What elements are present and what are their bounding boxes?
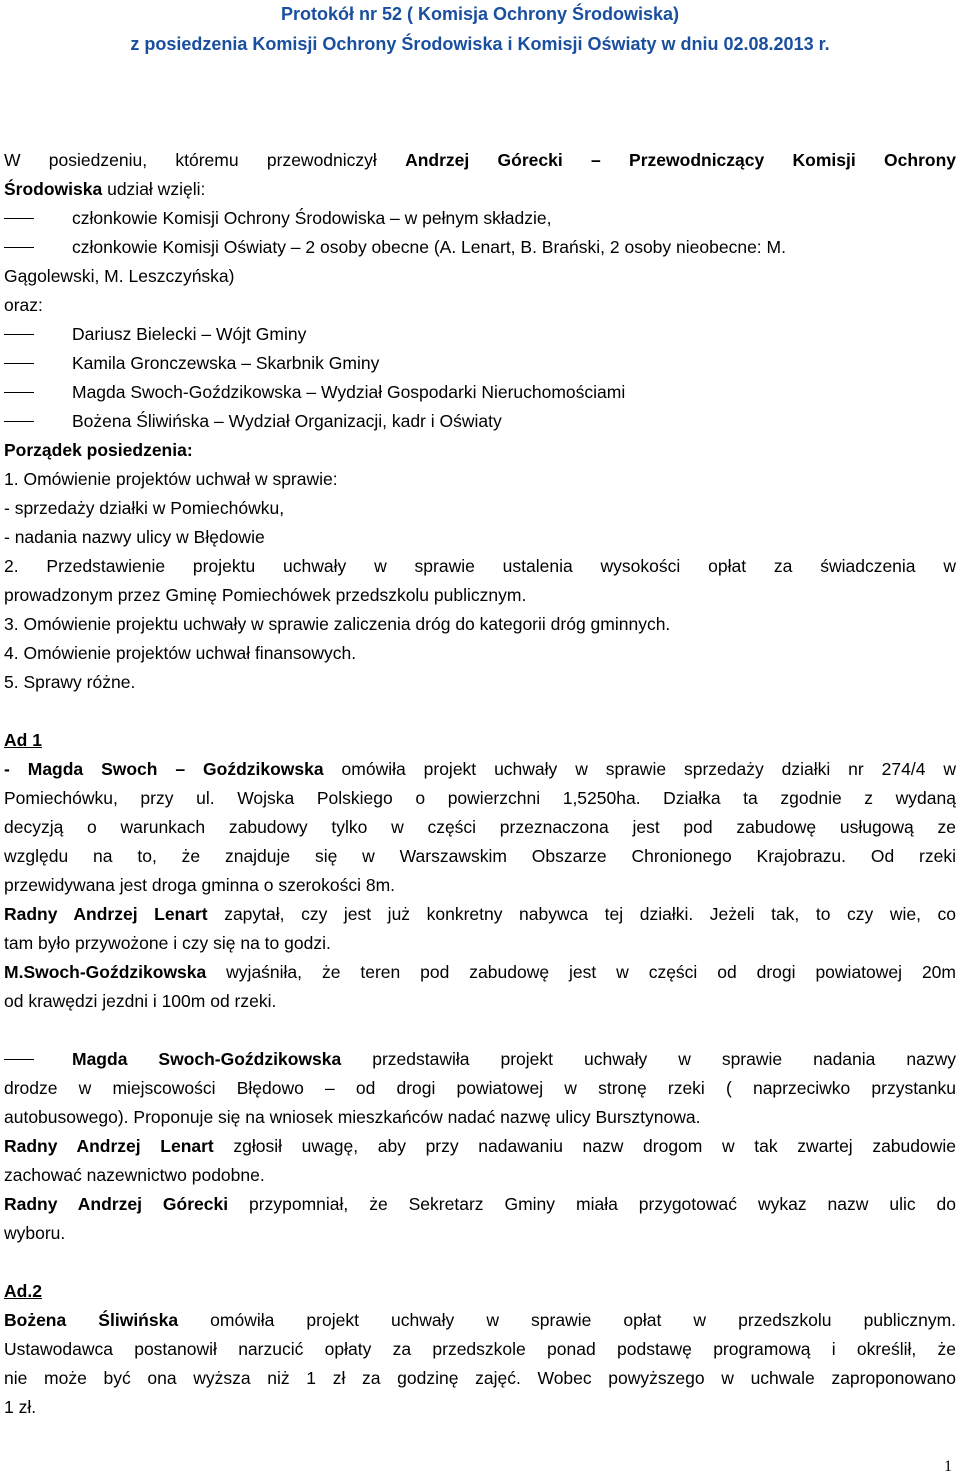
guest-item: Bożena Śliwińska – Wydział Organizacji, kadr i Oświaty (72, 411, 502, 431)
agenda-item: 5. Sprawy różne. (4, 672, 136, 692)
guest-item: Magda Swoch-Goździkowska – Wydział Gospodarki Nieruchomościami (72, 382, 626, 402)
ad2-paragraph: nie może być ona wyższa niż 1 zł za godzinę zajęć. Wobec powyższego w uchwale zaproponowano (4, 1368, 956, 1388)
ad1-reminder: Radny Andrzej Górecki przypomniał, że Sekretarz Gminy miała przygotować wykaz nazw ulic do (4, 1194, 957, 1214)
section-heading-ad2: Ad.2 (4, 1281, 42, 1301)
agenda-item: 4. Omówienie projektów uchwał finansowych. (4, 643, 357, 663)
attendance-intro: W posiedzeniu, któremu przewodniczył Andrzej Górecki – Przewodniczący Komisji Ochrony (4, 150, 956, 170)
ad1-paragraph: Pomiechówku, przy ul. Wojska Polskiego o powierzchni 1,5250ha. Działka ta zgodnie z wydaną (4, 788, 956, 808)
member-item: członkowie Komisji Ochrony Środowiska – w pełnym składzie, (72, 208, 552, 228)
ad1-question: tam było przywożone i czy się na to godzi. (4, 933, 331, 953)
ad1-paragraph: decyzją o warunkach zabudowy tylko w części przeznaczona jest pod zabudowę usługową ze (4, 817, 956, 837)
ad1-paragraph: przewidywana jest droga gminna o szerokości 8m. (4, 875, 396, 895)
ad1-question: Radny Andrzej Lenart zapytał, czy jest już konkretny nabywca tej działki. Jeżeli tak, to czy wie, co (4, 904, 956, 924)
section-heading-ad1: Ad 1 (4, 730, 42, 750)
ad2-paragraph: Ustawodawca postanowił narzucić opłaty za przedszkole ponad podstawę programową i określił, że (4, 1339, 956, 1359)
agenda-item-cont: prowadzonym przez Gminę Pomiechówek przedszkolu publicznym. (4, 585, 527, 605)
ad1-answer: od krawędzi jezdni i 100m od rzeki. (4, 991, 277, 1011)
agenda-item: 3. Omówienie projektu uchwały w sprawie zaliczenia dróg do kategorii dróg gminnych. (4, 614, 671, 634)
member-item-cont: Gągolewski, M. Leszczyńska) (4, 266, 235, 286)
agenda-heading: Porządek posiedzenia: (4, 440, 193, 460)
agenda-item: 2. Przedstawienie projektu uchwały w sprawie ustalenia wysokości opłat za świadczenia w (4, 556, 956, 576)
member-item: członkowie Komisji Oświaty – 2 osoby obecne (A. Lenart, B. Brański, 2 osoby nieobecne: M. (72, 237, 786, 257)
ad1-street-name: Magda Swoch-Goździkowska przedstawiła projekt uchwały w sprawie nadania nazwy (72, 1049, 956, 1069)
ad1-paragraph: - Magda Swoch – Goździkowska omówiła projekt uchwały w sprawie sprzedaży działki nr 274/4 w (4, 759, 956, 779)
ad2-paragraph: 1 zł. (4, 1397, 37, 1417)
ad1-paragraph: względu na to, że znajduje się w Warszawskim Obszarze Chronionego Krajobrazu. Od rzeki (4, 846, 956, 866)
ad1-reminder: wyboru. (4, 1223, 66, 1243)
ad1-street-name: autobusowego). Proponuje się na wniosek mieszkańców nadać nazwę ulicy Bursztynowa. (4, 1107, 701, 1127)
document-subtitle: z posiedzenia Komisji Ochrony Środowiska i Komisji Oświaty w dniu 02.08.2013 r. (130, 34, 830, 54)
agenda-subitem: - sprzedaży działki w Pomiechówku, (4, 498, 285, 518)
ad1-street-name: drodze w miejscowości Błędowo – od drogi powiatowej w stronę rzeki ( naprzeciwko przystanku (4, 1078, 956, 1098)
agenda-item: 1. Omówienie projektów uchwał w sprawie: (4, 469, 338, 489)
ad2-paragraph: Bożena Śliwińska omówiła projekt uchwały w sprawie opłat w przedszkolu publicznym. (4, 1310, 957, 1330)
guest-item: Kamila Gronczewska – Skarbnik Gminy (72, 353, 380, 373)
guests-label: oraz: (4, 295, 43, 315)
document-title: Protokół nr 52 ( Komisja Ochrony Środowiska) (280, 4, 680, 24)
ad1-remark: Radny Andrzej Lenart zgłosił uwagę, aby przy nadawaniu nazw drogom w tak zwartej zabudowie (4, 1136, 957, 1156)
page-number: 1 (944, 1458, 952, 1475)
guest-item: Dariusz Bielecki – Wójt Gminy (72, 324, 307, 344)
ad1-answer: M.Swoch-Goździkowska wyjaśniła, że teren pod zabudowę jest w części od drogi powiatowej 20m (4, 962, 956, 982)
agenda-subitem: - nadania nazwy ulicy w Błędowie (4, 527, 265, 547)
attendance-intro-cont: Środowiska udział wzięli: (4, 179, 206, 199)
ad1-remark: zachować nazewnictwo podobne. (4, 1165, 265, 1185)
